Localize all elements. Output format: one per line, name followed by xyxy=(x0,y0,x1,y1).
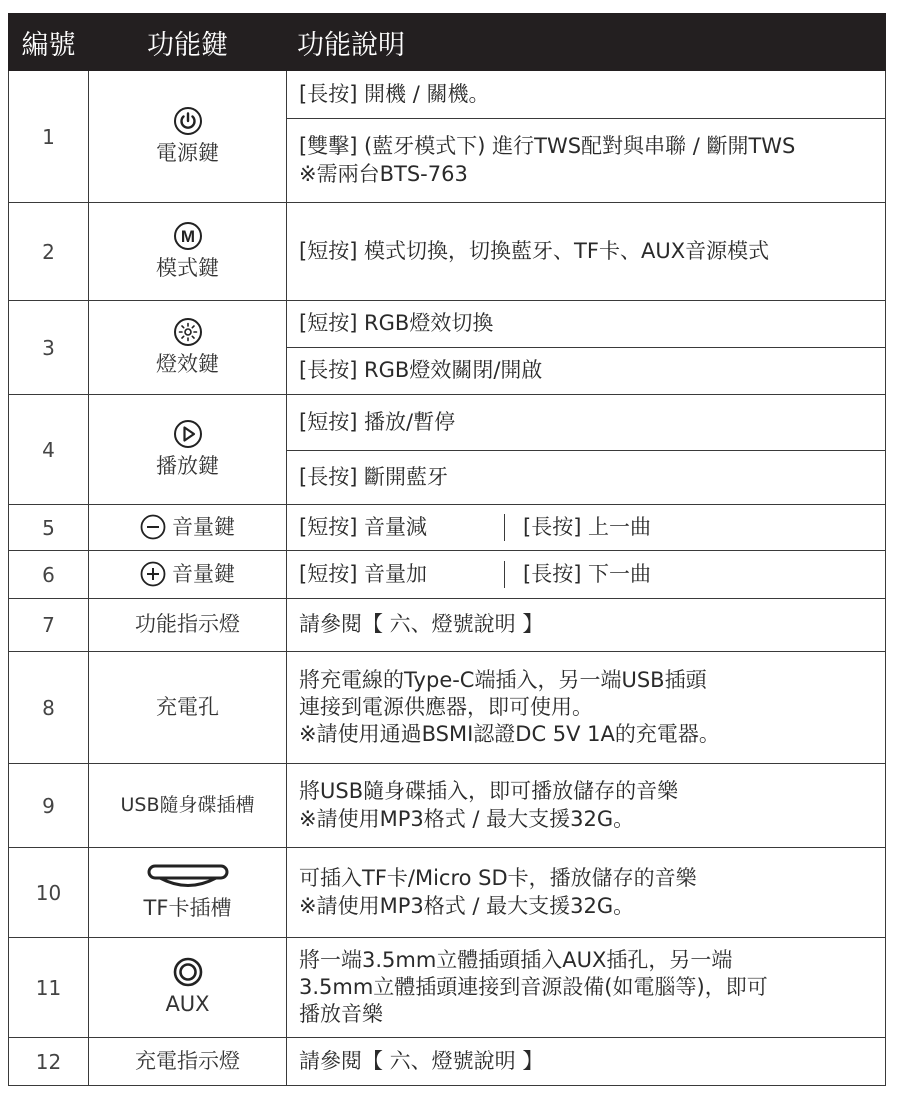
function-key-cell xyxy=(89,764,287,848)
mode-m-icon xyxy=(173,221,203,251)
row-number: 10 xyxy=(9,848,89,938)
tf-slot-icon xyxy=(146,863,230,891)
row-number: 8 xyxy=(9,652,89,764)
table-row xyxy=(9,599,886,652)
description-line: 可插入TF卡/Micro SD卡，播放儲存的音樂 xyxy=(299,866,697,891)
function-key-cell xyxy=(89,203,287,301)
description-line: [長按] RGB燈效關閉/開啟 xyxy=(299,358,543,383)
key-name: 功能指示燈 xyxy=(135,612,240,637)
power-icon xyxy=(173,106,203,136)
table-row xyxy=(9,764,886,848)
light-effect-icon xyxy=(173,317,203,347)
key-name: 播放鍵 xyxy=(156,453,219,478)
key-name: 音量鍵 xyxy=(172,514,235,539)
table-row xyxy=(9,1038,886,1086)
table-row xyxy=(9,71,886,119)
description-line: 連接到電源供應器，即可使用。 xyxy=(299,694,593,719)
short-press-text: [短按] 音量減 xyxy=(287,514,505,541)
table-row xyxy=(9,301,886,348)
row-number: 4 xyxy=(9,395,89,505)
description-cell xyxy=(287,348,886,395)
function-key-cell xyxy=(89,505,287,551)
description-cell xyxy=(287,848,886,938)
description-line: [短按] RGB燈效切換 xyxy=(299,311,494,336)
key-name: USB隨身碟插槽 xyxy=(120,794,255,817)
header-function-key: 功能鍵 xyxy=(89,14,287,71)
table-row xyxy=(9,505,886,551)
short-press-text: [短按] 音量加 xyxy=(287,561,505,588)
play-icon xyxy=(173,419,203,449)
description-line: ※需兩台BTS-763 xyxy=(299,161,468,186)
description-cell xyxy=(287,599,886,652)
minus-icon xyxy=(140,514,166,540)
description-cell xyxy=(287,451,886,505)
description-cell xyxy=(287,1038,886,1086)
description-line: 請參閱【 六、燈號說明 】 xyxy=(299,612,544,637)
description-line: 將一端3.5mm立體插頭插入AUX插孔，另一端 xyxy=(299,947,733,972)
aux-jack-icon xyxy=(173,957,203,987)
description-line: ※請使用MP3格式 / 最大支援32G。 xyxy=(299,806,635,831)
function-key-cell xyxy=(89,1038,287,1086)
key-name: 電源鍵 xyxy=(156,140,219,165)
table-row xyxy=(9,395,886,451)
table-row xyxy=(9,652,886,764)
description-cell xyxy=(287,652,886,764)
description-line: 請參閱【 六、燈號說明 】 xyxy=(299,1048,544,1073)
row-number: 12 xyxy=(9,1038,89,1086)
function-key-cell xyxy=(89,551,287,599)
table-row xyxy=(9,848,886,938)
description-line: 將充電線的Type-C端插入，另一端USB插頭 xyxy=(299,667,707,692)
table-header-row xyxy=(9,14,886,71)
function-key-cell xyxy=(89,395,287,505)
plus-icon xyxy=(140,561,166,587)
header-description: 功能說明 xyxy=(287,14,886,71)
description-line: 播放音樂 xyxy=(299,1002,383,1027)
description-cell xyxy=(287,71,886,119)
description-line: [短按] 播放/暫停 xyxy=(299,409,456,434)
description-line: ※請使用通過BSMI認證DC 5V 1A的充電器。 xyxy=(299,722,720,747)
description-cell xyxy=(287,301,886,348)
description-line: ※請使用MP3格式 / 最大支援32G。 xyxy=(299,893,635,918)
description-cell xyxy=(287,938,886,1038)
key-name: TF卡插槽 xyxy=(143,895,232,920)
description-cell xyxy=(287,764,886,848)
header-number: 編號 xyxy=(9,14,89,71)
key-name: 充電孔 xyxy=(156,694,219,719)
row-number: 9 xyxy=(9,764,89,848)
description-cell xyxy=(287,119,886,203)
table-row xyxy=(9,551,886,599)
row-number: 11 xyxy=(9,938,89,1038)
table-row xyxy=(9,938,886,1038)
long-press-text: [長按] 上一曲 xyxy=(523,514,652,539)
function-key-cell xyxy=(89,71,287,203)
function-key-cell xyxy=(89,301,287,395)
row-number: 7 xyxy=(9,599,89,652)
table-row xyxy=(9,203,886,301)
description-cell xyxy=(287,395,886,451)
function-key-cell xyxy=(89,938,287,1038)
key-name: AUX xyxy=(165,991,210,1016)
key-name: 模式鍵 xyxy=(156,255,219,280)
function-key-cell xyxy=(89,848,287,938)
long-press-text: [長按] 下一曲 xyxy=(523,561,652,586)
description-line: 將USB隨身碟插入，即可播放儲存的音樂 xyxy=(299,779,679,804)
key-name: 燈效鍵 xyxy=(156,351,219,376)
svg-text:M: M xyxy=(180,226,195,246)
description-line: 3.5mm立體插頭連接到音源設備(如電腦等)，即可 xyxy=(299,974,768,999)
description-line: [長按] 斷開藍牙 xyxy=(299,464,449,489)
row-number: 1 xyxy=(9,71,89,203)
description-cell xyxy=(287,551,886,599)
function-key-cell xyxy=(89,652,287,764)
row-number: 2 xyxy=(9,203,89,301)
row-number: 6 xyxy=(9,551,89,599)
function-key-cell xyxy=(89,599,287,652)
description-line: [雙擊] (藍牙模式下) 進行TWS配對與串聯 / 斷開TWS xyxy=(299,134,796,159)
key-name: 充電指示燈 xyxy=(135,1048,240,1073)
row-number: 5 xyxy=(9,505,89,551)
description-line: [短按] 模式切換，切換藍牙、TF卡、AUX音源模式 xyxy=(299,238,770,263)
description-line: [長按] 開機 / 關機。 xyxy=(299,81,490,106)
row-number: 3 xyxy=(9,301,89,395)
function-table xyxy=(8,13,886,1086)
description-cell xyxy=(287,505,886,551)
key-name: 音量鍵 xyxy=(172,561,235,586)
description-cell xyxy=(287,203,886,301)
